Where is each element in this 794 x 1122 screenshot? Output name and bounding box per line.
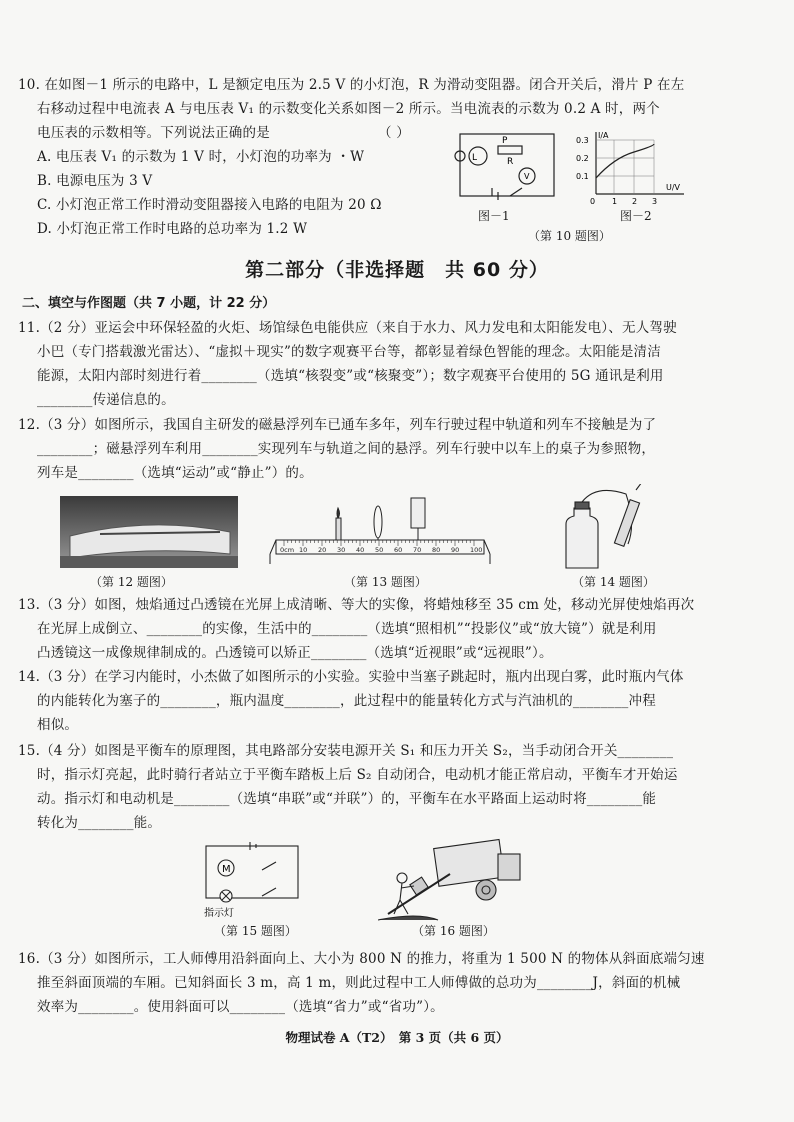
- q10-fig1-label: 图－1: [478, 209, 510, 223]
- section2-title: 二、填空与作图题（共 7 小题，计 22 分）: [22, 296, 276, 311]
- graph-ytick-0.1: 0.1: [576, 172, 589, 181]
- ruler-label: 40: [356, 546, 365, 554]
- q13-line-2: 在光屏上成倒立、________的实像，生活中的________（选填“照相机”“投影仪”或“放大镜”）就是利用: [37, 621, 657, 637]
- ruler-label: 30: [337, 546, 346, 554]
- maglev-train-photo: [60, 496, 238, 568]
- q14-caption: （第 14 题图）: [572, 575, 655, 589]
- motor-label: M: [222, 864, 231, 875]
- graph-xtick-1: 1: [612, 197, 618, 206]
- q16-caption: （第 16 题图）: [412, 924, 495, 938]
- indicator-lamp-label: 指示灯: [204, 908, 234, 919]
- q15-line-1: 15.（4 分）如图是平衡车的原理图，其电路部分安装电源开关 S₁ 和压力开关 S₂，当手动闭合开关________: [18, 743, 674, 759]
- ruler-label: 10: [299, 546, 308, 554]
- ruler-label: 0cm: [280, 546, 295, 554]
- q10-line-1: 10. 在如图－1 所示的电路中，L 是额定电压为 2.5 V 的小灯泡，R 为滑动变阻器。闭合开关后，滑片 P 在左: [18, 77, 685, 93]
- ruler-label: 50: [375, 546, 384, 554]
- graph-ylabel: I/A: [598, 131, 609, 140]
- q15-line-2: 时，指示灯亮起，此时骑行者站立于平衡车踏板上后 S₂ 自动闭合，电动机才能正常启动，平衡车才开始运: [37, 767, 678, 783]
- graph-ytick-0.3: 0.3: [576, 136, 589, 145]
- svg-text:R: R: [507, 157, 514, 167]
- part2-title: 第二部分（非选择题 共 60 分）: [245, 259, 549, 281]
- svg-text:V: V: [524, 172, 530, 181]
- q11-line-3: 能源，太阳内部时刻进行着________（选填“核裂变”或“核聚变”）；数字观赛平台使用的 5G 通讯是利用: [37, 368, 664, 384]
- q12-line-3: 列车是________（选填“运动”或“静止”）的。: [37, 465, 313, 481]
- bottle-pump-figure: [556, 484, 664, 572]
- ruler-label: 90: [451, 546, 460, 554]
- balance-car-circuit: [198, 838, 308, 920]
- ramp-truck-figure: [378, 834, 528, 922]
- q10-graph-figure: [574, 128, 692, 208]
- q12-caption: （第 12 题图）: [90, 575, 173, 589]
- q10-answer-paren: （ ）: [378, 125, 410, 141]
- q10-line-2: 右移动过程中电流表 A 与电压表 V₁ 的示数变化关系如图－2 所示。当电流表的示数为 0.2 A 时，两个: [37, 101, 660, 117]
- ruler-label: 70: [413, 546, 422, 554]
- q11-line-4: ________传递信息的。: [37, 392, 175, 408]
- q13-line-1: 13.（3 分）如图，烛焰通过凸透镜在光屏上成清晰、等大的实像，将蜡烛移至 35 cm 处，移动光屏使烛焰再次: [18, 597, 695, 613]
- ruler-label: 60: [394, 546, 403, 554]
- ruler-label: 100: [470, 546, 483, 554]
- graph-xtick-0: 0: [590, 197, 596, 206]
- q10-circuit-figure: [452, 130, 562, 210]
- graph-ytick-0.2: 0.2: [576, 154, 589, 163]
- svg-text:P: P: [502, 136, 508, 146]
- q14-line-1: 14.（3 分）在学习内能时，小杰做了如图所示的小实验。实验中当塞子跳起时，瓶内出现白雾，此时瓶内气体: [18, 669, 684, 685]
- ruler-label: 80: [432, 546, 441, 554]
- q10-option-b: B. 电源电压为 3 V: [37, 173, 153, 189]
- q11-line-2: 小巴（专门搭载激光雷达）、“虚拟＋现实”的数字观赛平台等，都彰显着绿色智能的理念。太阳能是清洁: [37, 344, 661, 360]
- q14-line-2: 的内能转化为塞子的________，瓶内温度________，此过程中的能量转化方式与汽油机的________冲程: [37, 693, 656, 709]
- q10-option-a: A. 电压表 V₁ 的示数为 1 V 时，小灯泡的功率为 ・W: [37, 149, 365, 165]
- q12-line-2: ________；磁悬浮列车利用________实现列车与轨道之间的悬浮。列车行驶中以车上的桌子为参照物，: [37, 441, 656, 457]
- q12-line-1: 12.（3 分）如图所示，我国自主研发的磁悬浮列车已通车多年，列车行驶过程中轨道和列车不接触是为了: [18, 417, 657, 433]
- q10-fig2-label: 图－2: [620, 209, 652, 223]
- q13-line-3: 凸透镜这一成像规律制成的。凸透镜可以矫正________（选填“近视眼”或“远视眼”）。: [37, 645, 553, 661]
- q10-caption: （第 10 题图）: [528, 229, 611, 243]
- q15-line-3: 动。指示灯和电动机是________（选填“串联”或“并联”）的，平衡车在水平路面上运动时将________能: [37, 791, 657, 807]
- ruler-label: 20: [318, 546, 327, 554]
- q10-option-d: D. 小灯泡正常工作时电路的总功率为 1.2 W: [37, 221, 308, 237]
- q14-line-3: 相似。: [37, 717, 79, 733]
- q16-line-3: 效率为________。使用斜面可以________（选填“省力”或“省功”）。: [37, 999, 444, 1015]
- graph-xtick-2: 2: [632, 197, 638, 206]
- optical-bench-figure: [266, 488, 494, 570]
- q15-line-4: 转化为________能。: [37, 815, 162, 831]
- page-footer: 物理试卷 A（T2） 第 3 页（共 6 页）: [285, 1030, 509, 1045]
- q15-caption: （第 15 题图）: [214, 924, 297, 938]
- q16-line-1: 16.（3 分）如图所示，工人师傅用沿斜面向上、大小为 800 N 的推力，将重为 1 500 N 的物体从斜面底端匀速: [18, 951, 705, 967]
- q13-caption: （第 13 题图）: [344, 575, 427, 589]
- q11-line-1: 11.（2 分）亚运会中环保轻盈的火炬、场馆绿色电能供应（来自于水力、风力发电和太阳能发电）、无人驾驶: [18, 320, 677, 336]
- svg-text:L: L: [472, 153, 478, 163]
- graph-xtick-3: 3: [652, 197, 658, 206]
- q10-option-c: C. 小灯泡正常工作时滑动变阻器接入电路的电阻为 20 Ω: [37, 197, 382, 213]
- q16-line-2: 推至斜面顶端的车厢。已知斜面长 3 m，高 1 m，则此过程中工人师傅做的总功为________J，斜面的机械: [37, 975, 681, 991]
- q10-line-3: 电压表的示数相等。下列说法正确的是: [37, 125, 270, 141]
- graph-xlabel: U/V: [666, 183, 681, 192]
